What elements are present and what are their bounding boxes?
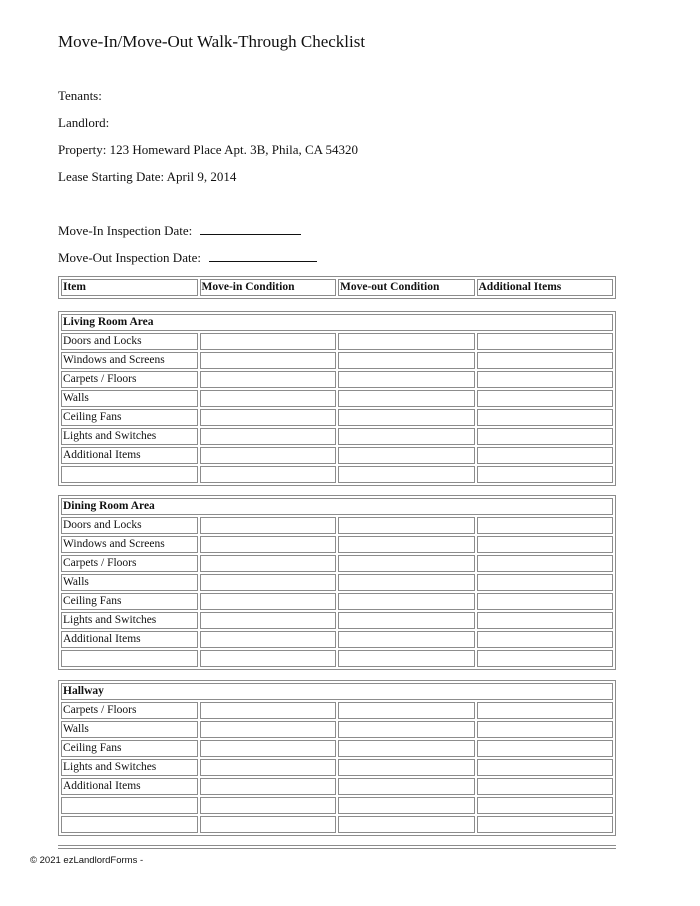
table-row bbox=[61, 352, 613, 369]
move-in-date-row bbox=[58, 222, 301, 239]
checklist-section-table bbox=[58, 311, 616, 486]
move-out-condition-cell[interactable] bbox=[338, 593, 475, 610]
section-table-dining-room bbox=[58, 495, 616, 670]
item-name-cell: Walls bbox=[61, 574, 198, 591]
move-in-condition-cell[interactable] bbox=[200, 574, 337, 591]
move-in-condition-cell[interactable] bbox=[200, 721, 337, 738]
checklist-section-table bbox=[58, 495, 616, 670]
move-out-condition-cell[interactable] bbox=[338, 702, 475, 719]
move-out-condition-cell[interactable] bbox=[338, 612, 475, 629]
header-item: Item bbox=[61, 279, 198, 296]
move-out-condition-cell[interactable] bbox=[338, 409, 475, 426]
move-in-date-blank[interactable] bbox=[200, 222, 301, 235]
move-out-condition-cell[interactable] bbox=[338, 740, 475, 757]
item-name-cell: Lights and Switches bbox=[61, 759, 198, 776]
move-in-condition-cell[interactable] bbox=[200, 593, 337, 610]
table-row bbox=[61, 631, 613, 648]
section-header-row bbox=[61, 498, 613, 515]
item-name-cell: Windows and Screens bbox=[61, 536, 198, 553]
additional-items-cell[interactable] bbox=[477, 371, 614, 388]
additional-items-cell[interactable] bbox=[477, 759, 614, 776]
move-in-condition-cell[interactable] bbox=[200, 650, 337, 667]
table-row bbox=[61, 447, 613, 464]
property-line: Property: 123 Homeward Place Apt. 3B, Phila, CA 54320 bbox=[58, 142, 359, 157]
header-row bbox=[61, 279, 613, 296]
additional-items-cell[interactable] bbox=[477, 409, 614, 426]
item-name-cell bbox=[61, 650, 198, 667]
move-in-condition-cell[interactable] bbox=[200, 517, 337, 534]
move-in-condition-cell[interactable] bbox=[200, 702, 337, 719]
move-in-condition-cell[interactable] bbox=[200, 409, 337, 426]
item-name-cell: Ceiling Fans bbox=[61, 740, 198, 757]
move-in-condition-cell[interactable] bbox=[200, 466, 337, 483]
table-row bbox=[61, 593, 613, 610]
item-name-cell: Doors and Locks bbox=[61, 333, 198, 350]
additional-items-cell[interactable] bbox=[477, 778, 614, 795]
move-in-condition-cell[interactable] bbox=[200, 631, 337, 648]
move-in-condition-cell[interactable] bbox=[200, 352, 337, 369]
move-in-condition-cell[interactable] bbox=[200, 371, 337, 388]
additional-items-cell[interactable] bbox=[477, 536, 614, 553]
section-table-hallway bbox=[58, 680, 616, 836]
lease-start-line: Lease Starting Date: April 9, 2014 bbox=[58, 169, 237, 184]
item-name-cell: Walls bbox=[61, 390, 198, 407]
additional-items-cell[interactable] bbox=[477, 816, 614, 833]
section-title: Dining Room Area bbox=[61, 498, 613, 515]
footer-divider bbox=[58, 845, 616, 849]
move-out-condition-cell[interactable] bbox=[338, 778, 475, 795]
item-name-cell: Additional Items bbox=[61, 631, 198, 648]
item-name-cell: Ceiling Fans bbox=[61, 409, 198, 426]
table-row bbox=[61, 333, 613, 350]
additional-items-cell[interactable] bbox=[477, 612, 614, 629]
item-name-cell: Additional Items bbox=[61, 447, 198, 464]
table-row bbox=[61, 797, 613, 814]
additional-items-cell[interactable] bbox=[477, 428, 614, 445]
header-move-in: Move-in Condition bbox=[200, 279, 337, 296]
move-in-condition-cell[interactable] bbox=[200, 447, 337, 464]
item-name-cell: Walls bbox=[61, 721, 198, 738]
item-name-cell: Carpets / Floors bbox=[61, 555, 198, 572]
section-header-row bbox=[61, 314, 613, 331]
page-title: Move-In/Move-Out Walk-Through Checklist bbox=[58, 32, 366, 51]
header-table bbox=[58, 276, 616, 299]
move-in-condition-cell[interactable] bbox=[200, 759, 337, 776]
tenants-label: Tenants: bbox=[58, 88, 102, 103]
additional-items-cell[interactable] bbox=[477, 352, 614, 369]
header-table-wrap bbox=[58, 276, 616, 299]
move-in-date-label: Move-In Inspection Date: bbox=[58, 223, 193, 238]
item-name-cell: Lights and Switches bbox=[61, 428, 198, 445]
move-out-condition-cell[interactable] bbox=[338, 797, 475, 814]
table-row bbox=[61, 371, 613, 388]
move-in-condition-cell[interactable] bbox=[200, 390, 337, 407]
table-row bbox=[61, 816, 613, 833]
move-in-condition-cell[interactable] bbox=[200, 797, 337, 814]
table-row bbox=[61, 721, 613, 738]
additional-items-cell[interactable] bbox=[477, 517, 614, 534]
table-row bbox=[61, 409, 613, 426]
item-name-cell: Doors and Locks bbox=[61, 517, 198, 534]
move-out-condition-cell[interactable] bbox=[338, 517, 475, 534]
move-in-condition-cell[interactable] bbox=[200, 555, 337, 572]
item-name-cell: Carpets / Floors bbox=[61, 702, 198, 719]
move-out-condition-cell[interactable] bbox=[338, 631, 475, 648]
table-row bbox=[61, 778, 613, 795]
item-name-cell bbox=[61, 797, 198, 814]
move-out-condition-cell[interactable] bbox=[338, 428, 475, 445]
header-move-out: Move-out Condition bbox=[338, 279, 475, 296]
additional-items-cell[interactable] bbox=[477, 466, 614, 483]
move-in-condition-cell[interactable] bbox=[200, 428, 337, 445]
additional-items-cell[interactable] bbox=[477, 333, 614, 350]
item-name-cell: Additional Items bbox=[61, 778, 198, 795]
item-name-cell: Ceiling Fans bbox=[61, 593, 198, 610]
move-out-condition-cell[interactable] bbox=[338, 352, 475, 369]
section-table-living-room bbox=[58, 311, 616, 486]
move-out-condition-cell[interactable] bbox=[338, 759, 475, 776]
table-row bbox=[61, 650, 613, 667]
additional-items-cell[interactable] bbox=[477, 574, 614, 591]
footer-copyright: © 2021 ezLandlordForms - bbox=[30, 855, 144, 866]
table-row bbox=[61, 702, 613, 719]
move-in-condition-cell[interactable] bbox=[200, 612, 337, 629]
item-name-cell: Carpets / Floors bbox=[61, 371, 198, 388]
additional-items-cell[interactable] bbox=[477, 555, 614, 572]
additional-items-cell[interactable] bbox=[477, 721, 614, 738]
move-in-condition-cell[interactable] bbox=[200, 333, 337, 350]
table-row bbox=[61, 428, 613, 445]
table-row bbox=[61, 574, 613, 591]
item-name-cell bbox=[61, 816, 198, 833]
move-out-condition-cell[interactable] bbox=[338, 447, 475, 464]
section-title: Hallway bbox=[61, 683, 613, 700]
additional-items-cell[interactable] bbox=[477, 740, 614, 757]
move-out-condition-cell[interactable] bbox=[338, 333, 475, 350]
additional-items-cell[interactable] bbox=[477, 702, 614, 719]
additional-items-cell[interactable] bbox=[477, 797, 614, 814]
move-in-condition-cell[interactable] bbox=[200, 536, 337, 553]
move-out-condition-cell[interactable] bbox=[338, 466, 475, 483]
additional-items-cell[interactable] bbox=[477, 447, 614, 464]
additional-items-cell[interactable] bbox=[477, 390, 614, 407]
move-out-condition-cell[interactable] bbox=[338, 371, 475, 388]
move-out-condition-cell[interactable] bbox=[338, 650, 475, 667]
move-out-date-row bbox=[58, 249, 317, 266]
additional-items-cell[interactable] bbox=[477, 593, 614, 610]
move-out-date-label: Move-Out Inspection Date: bbox=[58, 250, 201, 265]
table-row bbox=[61, 555, 613, 572]
section-header-row bbox=[61, 683, 613, 700]
move-in-condition-cell[interactable] bbox=[200, 740, 337, 757]
additional-items-cell[interactable] bbox=[477, 631, 614, 648]
additional-items-cell[interactable] bbox=[477, 650, 614, 667]
move-in-condition-cell[interactable] bbox=[200, 778, 337, 795]
table-row bbox=[61, 740, 613, 757]
item-name-cell bbox=[61, 466, 198, 483]
move-out-condition-cell[interactable] bbox=[338, 555, 475, 572]
header-additional: Additional Items bbox=[477, 279, 614, 296]
move-out-date-blank[interactable] bbox=[209, 249, 317, 262]
section-title: Living Room Area bbox=[61, 314, 613, 331]
table-row bbox=[61, 759, 613, 776]
move-in-condition-cell[interactable] bbox=[200, 816, 337, 833]
landlord-label: Landlord: bbox=[58, 115, 110, 130]
table-row bbox=[61, 466, 613, 483]
move-out-condition-cell[interactable] bbox=[338, 574, 475, 591]
checklist-section-table bbox=[58, 680, 616, 836]
move-out-condition-cell[interactable] bbox=[338, 536, 475, 553]
move-out-condition-cell[interactable] bbox=[338, 390, 475, 407]
item-name-cell: Windows and Screens bbox=[61, 352, 198, 369]
table-row bbox=[61, 536, 613, 553]
move-out-condition-cell[interactable] bbox=[338, 721, 475, 738]
table-row bbox=[61, 612, 613, 629]
item-name-cell: Lights and Switches bbox=[61, 612, 198, 629]
move-out-condition-cell[interactable] bbox=[338, 816, 475, 833]
table-row bbox=[61, 517, 613, 534]
table-row bbox=[61, 390, 613, 407]
